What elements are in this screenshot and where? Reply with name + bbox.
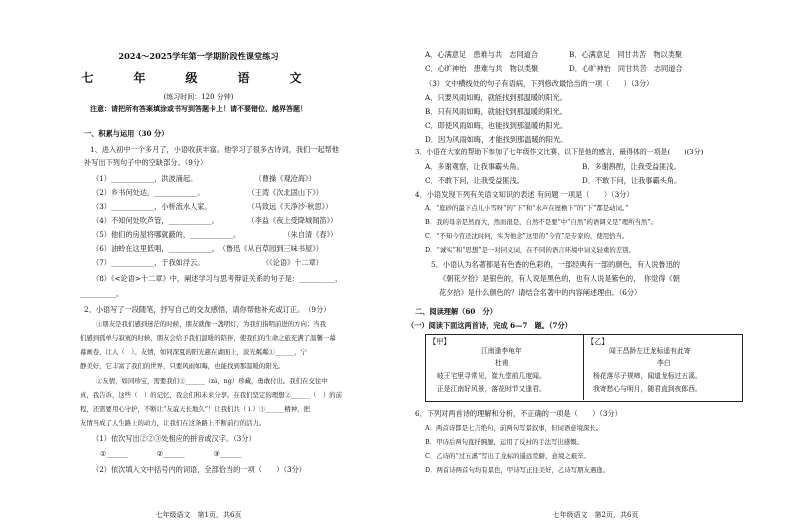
poem-a-author: 杜甫 <box>495 359 509 367</box>
page-2 <box>397 0 794 530</box>
poem-b-tag: 【乙】 <box>587 337 609 346</box>
passage-p1-line3: 幕画卷，让人（ ）。友情，如同深夏的阳光慈在湖面上，波光粼粼①______，宁 <box>80 348 307 356</box>
q2-sub2: （2）依次填入文中括号内的词语，全部恰当的一项（ ）（3分） <box>92 465 306 474</box>
q4-stem: 4．小语发现下列有关语文知识的表述 有问题 一项是（ ）（3分） <box>415 190 634 199</box>
exam-subject: 七 年 级 语 文 <box>81 71 316 85</box>
passage-p2-line1: ②友情，如同珍宝，需要我们②______（nì，ng）珍藏，勇敢付出。我们在交往中 <box>96 377 328 385</box>
poem-a-title: 江南逢李龟年 <box>481 347 522 355</box>
passage-p1-line2: 们感到孤单与寂寞的时候，朋友会给予我们温暖的陪伴，使我们的生命之旅充满了温馨一幕 <box>80 334 336 342</box>
option-C: C．心旷神怡 患难与共 物以类聚 <box>425 64 539 73</box>
passage-p2-line4: 友情当成了人生路上的动力，让我们在这条路上不断前行的活力。 <box>80 419 266 427</box>
q3-B: B．多谢斟酌，让我受益匪浅。 <box>582 162 681 171</box>
q2-sub3-B: B．只有风雨如晦，就能找到那温暖的阳光。 <box>425 107 567 116</box>
q2-sub1-blanks: ①______ ②______ ③______ <box>100 449 242 458</box>
fill-item-1: （1）____________，洪波涌起。 （曹操《观沧海》） <box>92 174 316 183</box>
q4-B: B．我的母亲是然而大，然而很是，自然不是要“中“自然”的语调义是“理所当然”。 <box>425 218 657 226</box>
q6-stem: 6．下列对两首诗的理解和分析，不正确的一项是（ ）（3分） <box>415 409 622 418</box>
q6-D: D．两首诗两首句均有景色，甲诗写正往美好，乙诗写朋友遇逢。 <box>425 466 610 474</box>
q2-sub3: （3）文中横线处的句子有语病，下列修改最恰当的一项（ ）（3分） <box>425 79 654 88</box>
q4-A: A．“庭砂的最下点儿小雪呀”的“下”和“水声在屋檐下”的“下”都是动词。” <box>425 204 629 212</box>
section-1-heading: 一、积累与运用（30 分） <box>84 129 169 138</box>
exam-time: (练习时间：120 分钟) <box>163 93 234 101</box>
q5-line1: 5．小语认为名著都是有色香的色彩的，一部经典有一部的颜色，有人说鲁迅的 <box>431 260 680 269</box>
fill-item-8: （8）《<论语>十二章》中，阐述学习与思考辩证关系的句子是：__________， <box>92 274 343 283</box>
exam-title: 2024～2025学年第一学期阶段性课堂练习 <box>118 51 279 61</box>
q2-sub3-D: D．因为风雨如晦，才能找到那温暖的阳光。 <box>425 135 568 144</box>
option-D: D．心旷神怡 同甘共苦 志同道合 <box>569 64 683 73</box>
q3-stem: 3．小语在大家的帮助下参加了七年级作文比赛，以下是他的感言，最得体的一项是( )(3分) <box>415 148 704 156</box>
passage-p2-line3: 程，还需要用心守护，不断让“友谊天长地久”！让我们共（ i ）③______精神，把 <box>80 405 310 413</box>
option-A: A．心满意足 患难与共 志同道合 <box>425 50 539 59</box>
poem-b-line1: 杨花落尽子规啼，闻道龙标过五溪。 <box>593 372 702 380</box>
q5-line2: 《朝花夕拾》是银色的，有人说是黑色的，也有人说是紫色的， 你觉得《朝 <box>439 274 680 283</box>
q1-stem-line2: 补写出下列句子中的空缺部分。（9分） <box>84 158 208 167</box>
q5-line3: 花夕拾》是什么颜色的？请结合名著中的内容阐述理由。（6分） <box>439 288 642 297</box>
fill-item-6: （6）油蛉在这里低唱，____________。 （鲁迅《从百草园到三味书屋》） <box>92 244 323 253</box>
q2-sub3-A: A．只要风雨如晦，就能找到那温暖的阳光。 <box>425 93 567 102</box>
option-B: B．心满意足 同甘共苦 物以类聚 <box>569 50 683 59</box>
q2-sub3-C: C．即使风雨如晦，也能找到那温暖的阳光。 <box>425 121 568 130</box>
passage-p1-line4: 静美好，它丰富了我们的世界，只要风雨如晦，也能找到那温暖的阳光。 <box>80 362 285 370</box>
q3-D: D．不敢下问，让我事霸头角。 <box>582 176 682 185</box>
q6-A: A．两首诗都是七言绝句，前两句写景叙事，但词语意境深长。 <box>425 424 603 432</box>
q4-C: C．“不知今宵还沈时何，实为他念”这里的“今宵”是专家的，使用恰当。 <box>425 232 629 240</box>
reading-1-heading: （一）阅读下面这两首诗，完成 6—7 题。（7分） <box>407 321 572 330</box>
poem-box-divider <box>583 334 584 400</box>
q6-C: C．乙诗的“过五溪”写出了龙标的遥远荒僻，意境之艰辛。 <box>425 452 590 460</box>
fill-item-2: （2）乡书何处达，____________。 （王湾《次北固山下》） <box>92 188 323 197</box>
poem-a-tag: 【甲】 <box>429 337 451 346</box>
fill-item-5: （5）他们的房屋将哪就蔽的，____________。 （朱自清《春》） <box>92 230 338 239</box>
q6-B: B．甲诗后两句直抒胸臆，运用了反衬的手法写出感慨。 <box>425 438 584 446</box>
poem-b-author: 李白 <box>657 359 671 367</box>
q4-D: D．“诚实”和“思想”是一对同义词，在不同的语言环境中词义轻重的差别。 <box>425 246 635 254</box>
poem-a-line1: 岐王宅里寻常见，崔九堂前几度闻。 <box>437 372 546 380</box>
passage-p2-line2: 真，我告诉，这些（ ）的记忆，我会们和未来分享。在我们坚定的理想②______（ ）的前 <box>80 391 343 399</box>
page-2-footer: 七年级语文 第2页，共6页 <box>552 511 639 519</box>
q3-A: A．多谢观察，让我事霸头角。 <box>425 162 524 171</box>
poem-b-title: 闻王昌龄左迁龙标遥有此寄 <box>609 347 691 355</box>
passage-p1-line1: ①朋友是我们感到迷茫的时候，朋友就像一盏明灯，为我们指明前进的方向；当我 <box>96 320 327 328</box>
fill-item-8-cont: __________。 <box>80 289 124 298</box>
fill-item-4: （4）不知何处吹芦管，____________。 （李益《夜上受降城闻笛》） <box>92 216 338 225</box>
q3-C: C．不敢下问，让我受益匪浅。 <box>425 176 524 185</box>
section-2-heading: 二、阅读理解（60 分） <box>415 307 497 316</box>
page-1-footer: 七年级语文 第1页，共6页 <box>155 511 242 519</box>
fill-item-3: （3）____________，小桥流水人家。 （马致远《天净沙·秋思》） <box>92 202 333 211</box>
q2-stem: 2、小语写了一段随笔，抒写自己的交友感悟，请你帮他补充或订正。 （9分） <box>84 305 331 314</box>
exam-note: 注意：请把所有答案填涂或书写到答题卡上！请不要错位、越界答题！ <box>90 104 307 113</box>
fill-item-7: （7）____________，于我如浮云。 （《论语》十二章） <box>92 258 323 267</box>
q2-sub1: （1）依次写出②②③处相应的拼音或汉字。（3分） <box>92 434 256 443</box>
poem-b-line2: 我寄愁心与明月，随君直到夜郎西。 <box>593 385 702 393</box>
poem-a-line2: 正是江南好风景，落花时节又逢君。 <box>437 385 546 393</box>
q1-stem-line1: 1、进入初中一个多月了，小语收获丰富。他学习了很多古诗词，我们一起帮他 <box>90 145 339 154</box>
